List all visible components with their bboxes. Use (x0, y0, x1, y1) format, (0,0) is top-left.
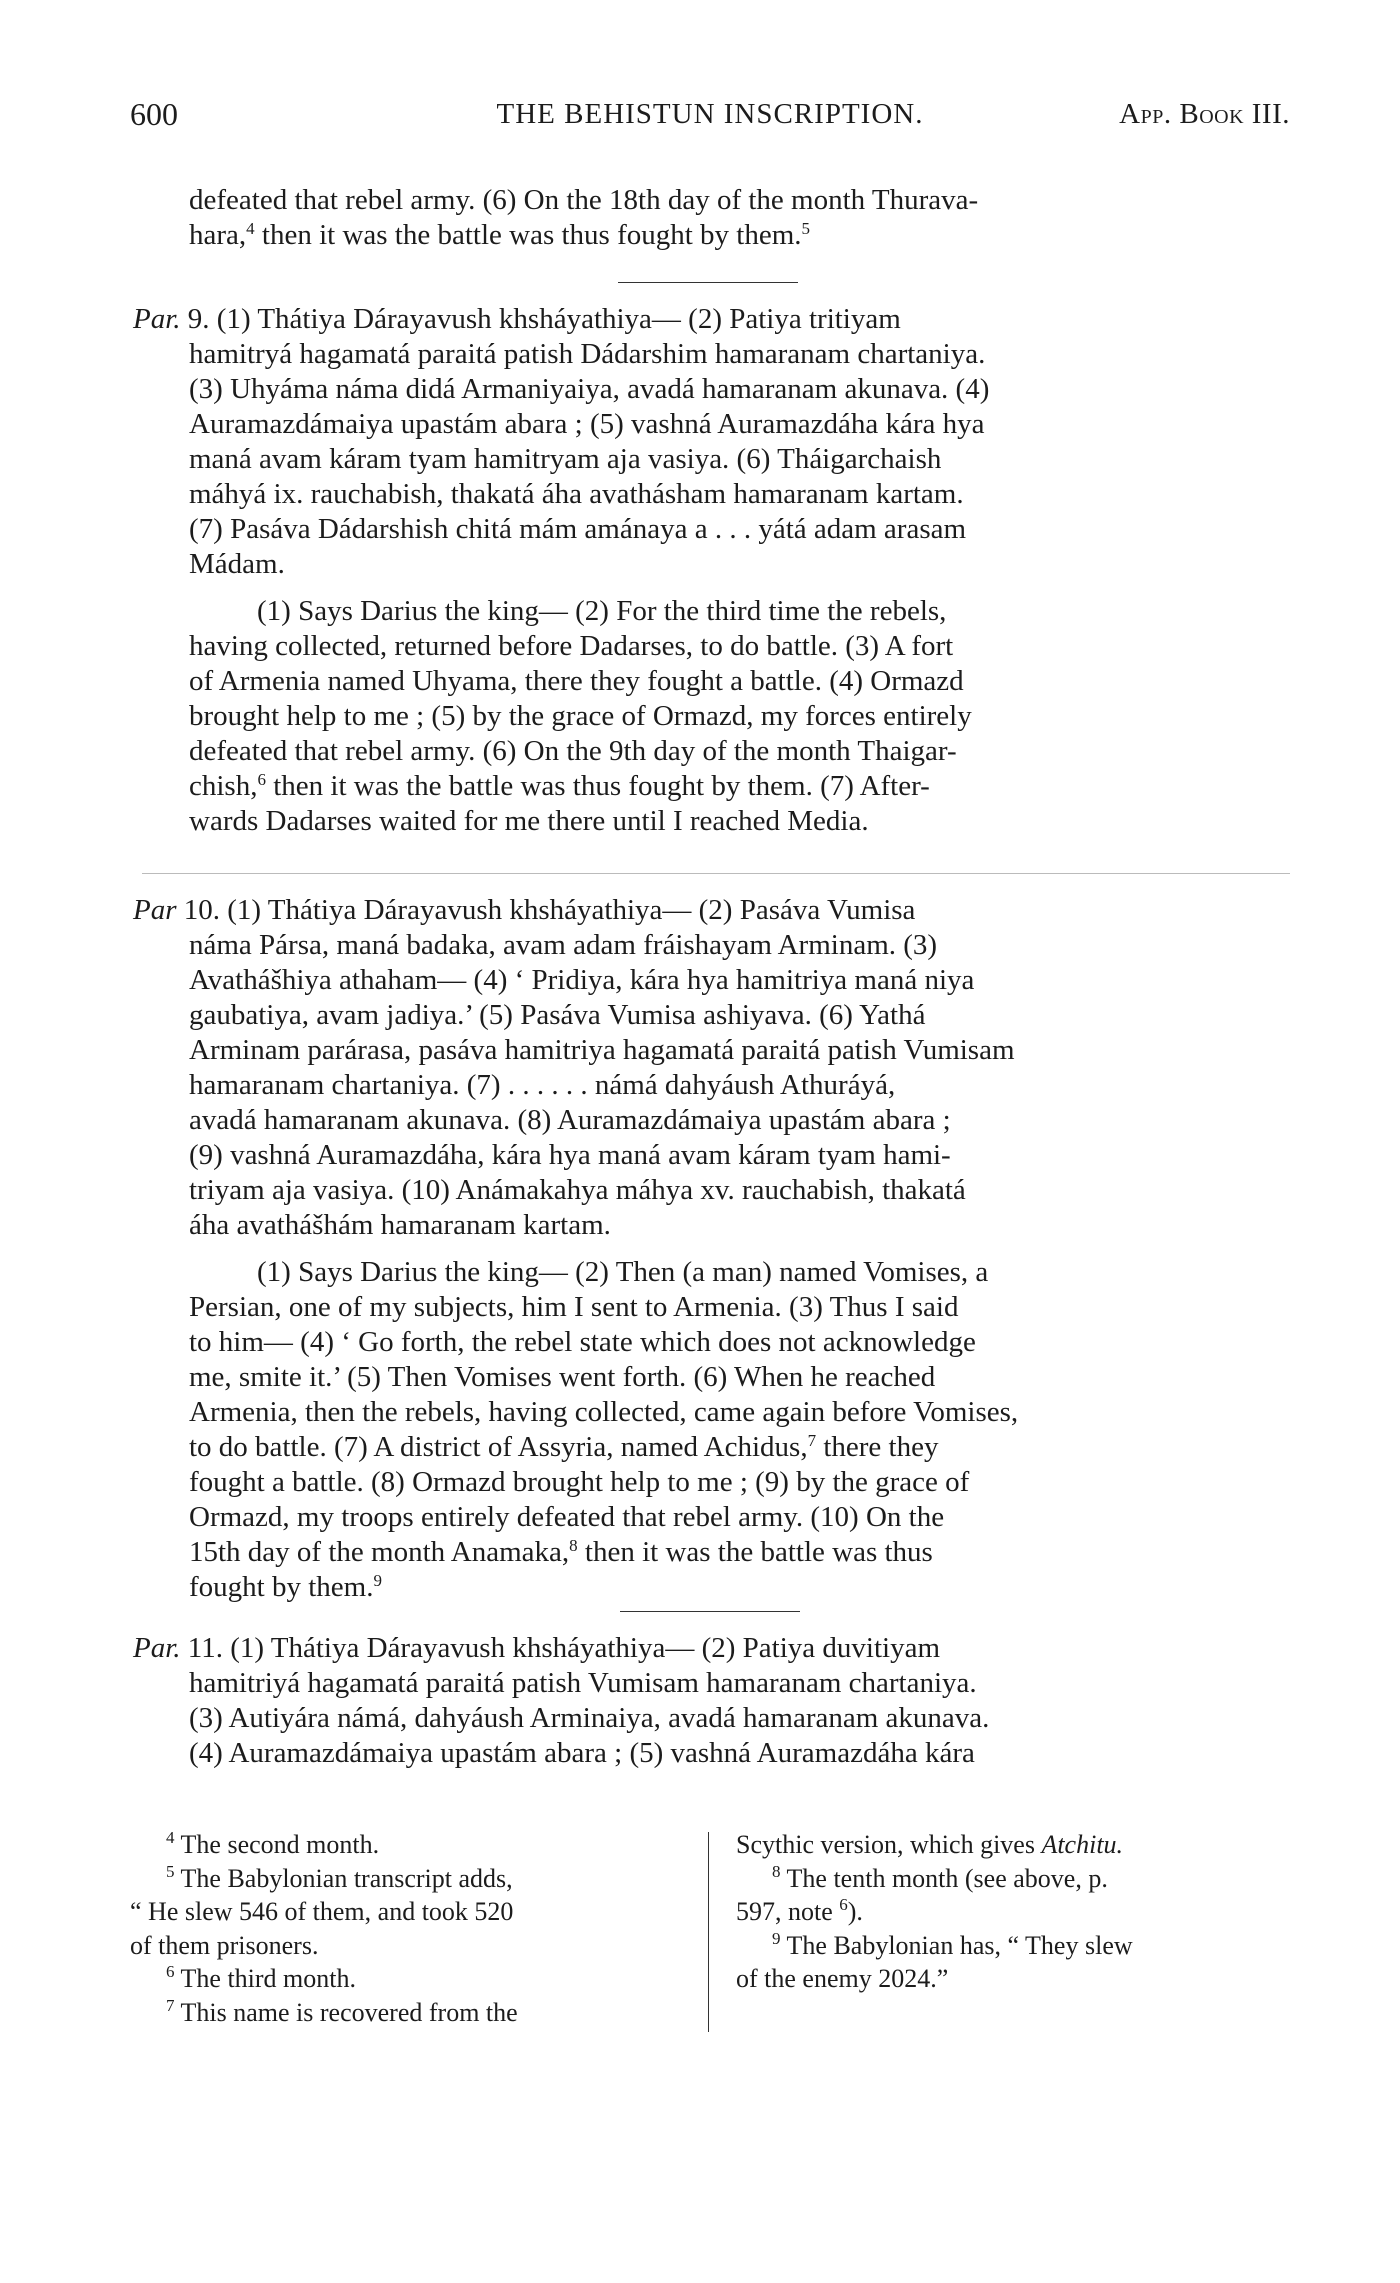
english-translation (189, 1255, 1283, 1605)
text-line: wards Dadarses waited for me there until I reached Media. (189, 805, 869, 837)
text-line: triyam aja vasiya. (10) Anámakahya máhya xv. rauchabish, thakatá (189, 1174, 966, 1206)
footnote-line: $^8$ The tenth month (see above, p. (772, 1861, 1108, 1893)
footnote-line: $^7$ This name is recovered from the (166, 1995, 518, 2027)
text-line: náma Pársa, maná badaka, avam adam fráishayam Arminam. (3) (189, 929, 938, 961)
footnote-ref: 5 (801, 219, 811, 238)
text-line: (9) vashná Auramazdáha, kára hya maná avam káram tyam hami- (189, 1139, 951, 1171)
footnotes-left-column (130, 1828, 683, 2029)
paragraph-9 (133, 302, 1283, 839)
footnote-mark: 6 (166, 1962, 175, 1981)
paragraph-label: Par. (133, 303, 188, 335)
text-line: hamaranam chartaniya. (7) . . . . . . námá dahyáush Athuráyá, (189, 1069, 896, 1101)
english-translation (189, 594, 1283, 839)
footnote-mark: 8 (772, 1861, 781, 1881)
section-rule (618, 282, 798, 283)
footnote-mark: 4 (166, 1828, 175, 1847)
top-continuation (189, 183, 1283, 253)
footnote-line: $^5$ The Babylonian transcript adds, (166, 1861, 513, 1893)
footnote-line: “ He slew 546 of them, and took 520 (130, 1897, 514, 1926)
text-line: Par. 11. (1) Thátiya Dárayavush khsháyathiya— (2) Patiya duvitiyam (133, 1632, 941, 1664)
footnotes-right-column (736, 1828, 1290, 1996)
paragraph-10 (133, 893, 1283, 1605)
text-line: to him— (4) ‘ Go forth, the rebel state which does not acknowledge (189, 1326, 976, 1358)
text-line: Par 10. (1) Thátiya Dárayavush khsháyathiya— (2) Pasáva Vumisa (133, 894, 916, 926)
text-line: (4) Auramazdámaiya upastám abara ; (5) vashná Auramazdáha kára (189, 1737, 975, 1769)
paragraph-gap (142, 873, 1290, 874)
text-line: maná avam káram tyam hamitryam aja vasiya. (6) Tháigarchaish (189, 443, 942, 475)
footnote-line: 597, note $^6$). (736, 1895, 863, 1926)
text-line: Par. 9. (1) Thátiya Dárayavush khsháyathiya— (2) Patiya tritiyam (133, 303, 901, 335)
persian-transliteration (133, 302, 1283, 582)
section-rule (620, 1611, 800, 1612)
text-line: chish,$^6$ then it was the battle was thus fought by them. (7) After- (189, 770, 930, 802)
paragraph-label: Par (133, 894, 184, 926)
text-line: (3) Uhyáma náma didá Armaniyaiya, avadá hamaranam akunava. (4) (189, 373, 990, 405)
page-number: 600 (130, 96, 178, 132)
text-line: Ormazd, my troops entirely defeated that rebel army. (10) On the (189, 1501, 945, 1533)
page-title: THE BEHISTUN INSCRIPTION. (496, 98, 924, 130)
footnote-mark: 9 (772, 1928, 781, 1948)
text-line: me, smite it.’ (5) Then Vomises went forth. (6) When he reached (189, 1361, 936, 1393)
footnote-divider (708, 1832, 709, 2032)
footnote-line: of the enemy 2024.” (736, 1964, 949, 1993)
footnote-ref: 4 (246, 219, 255, 238)
footnote-line: Scythic version, which gives Atchitu. (736, 1830, 1124, 1859)
text-line: (1) Says Darius the king— (2) Then (a man) named Vomises, a (257, 1256, 989, 1288)
footnote-mark: 5 (166, 1861, 175, 1881)
text-line: gaubatiya, avam jadiya.’ (5) Pasáva Vumisa ashiyava. (6) Yathá (189, 999, 926, 1031)
footnote-ref: 7 (807, 1431, 817, 1450)
persian-transliteration (133, 893, 1283, 1243)
text-line: Auramazdámaiya upastám abara ; (5) vashná Auramazdáha kára hya (189, 408, 985, 440)
footnote-line: $^4$ The second month. (166, 1828, 380, 1859)
text-line: (1) Says Darius the king— (2) For the third time the rebels, (257, 595, 947, 627)
text-line: Arminam parárasa, pasáva hamitriya hagamatá paraitá patish Vumisam (189, 1034, 1015, 1066)
text-line: (3) Autiyára námá, dahyáush Arminaiya, avadá hamaranam akunava. (189, 1702, 990, 1734)
text-line: brought help to me ; (5) by the grace of Ormazd, my forces entirely (189, 700, 972, 732)
paragraph-number: 9. (187, 303, 217, 335)
text-line: Avathášhiya athaham— (4) ‘ Pridiya, kára hya hamitriya maná niya (189, 964, 975, 996)
footnote-line: $^9$ The Babylonian has, “ They slew (772, 1928, 1133, 1960)
paragraph-number: 10. (183, 894, 228, 926)
text-line: fought by them.$^9$ (189, 1571, 382, 1603)
text-line: of Armenia named Uhyama, there they fought a battle. (4) Ormazd (189, 665, 964, 697)
footnote-ref: 9 (373, 1571, 382, 1590)
text-line: máhyá ix. rauchabish, thakatá áha avathásham hamaranam kartam. (189, 478, 964, 510)
paragraph-11 (133, 1631, 1283, 1771)
text-line: 15th day of the month Anamaka,$^8$ then it was the battle was thus (189, 1536, 933, 1568)
paragraph-number: 11. (187, 1632, 231, 1664)
footnote-ref: 6 (257, 770, 266, 789)
text-line: to do battle. (7) A district of Assyria, named Achidus,$^7$ there they (189, 1431, 939, 1463)
footnote-ref: 8 (569, 1536, 578, 1555)
text-line: defeated that rebel army. (6) On the 9th day of the month Thaigar- (189, 735, 957, 767)
text-line: Persian, one of my subjects, him I sent to Armenia. (3) Thus I said (189, 1291, 959, 1323)
footnote-mark: 7 (166, 1995, 175, 2015)
section-label: App. Book III. (1119, 98, 1290, 130)
text-line: áha avathášhám hamaranam kartam. (189, 1209, 611, 1241)
persian-transliteration (133, 1631, 1283, 1771)
text-line: avadá hamaranam akunava. (8) Auramazdámaiya upastám abara ; (189, 1104, 951, 1136)
footnote-line: $^6$ The third month. (166, 1962, 357, 1993)
running-header (130, 96, 1290, 140)
text-line: having collected, returned before Dadarses, to do battle. (3) A fort (189, 630, 954, 662)
text-line: hamitryá hagamatá paraitá patish Dádarshim hamaranam chartaniya. (189, 338, 986, 370)
text-line: Armenia, then the rebels, having collected, came again before Vomises, (189, 1396, 1019, 1428)
text-line: defeated that rebel army. (6) On the 18th day of the month Thurava- (189, 184, 979, 216)
text-line: hamitriyá hagamatá paraitá patish Vumisam hamaranam chartaniya. (189, 1667, 977, 1699)
text-line: Mádam. (189, 548, 285, 580)
text-line: (7) Pasáva Dádarshish chitá mám amánaya a . . . yátá adam arasam (189, 513, 967, 545)
text-line: fought a battle. (8) Ormazd brought help to me ; (9) by the grace of (189, 1466, 970, 1498)
text-line: hara,$^4$ then it was the battle was thus fought by them.$^5$ (189, 219, 811, 251)
footnote-line: of them prisoners. (130, 1930, 319, 1960)
paragraph-label: Par. (133, 1632, 188, 1664)
